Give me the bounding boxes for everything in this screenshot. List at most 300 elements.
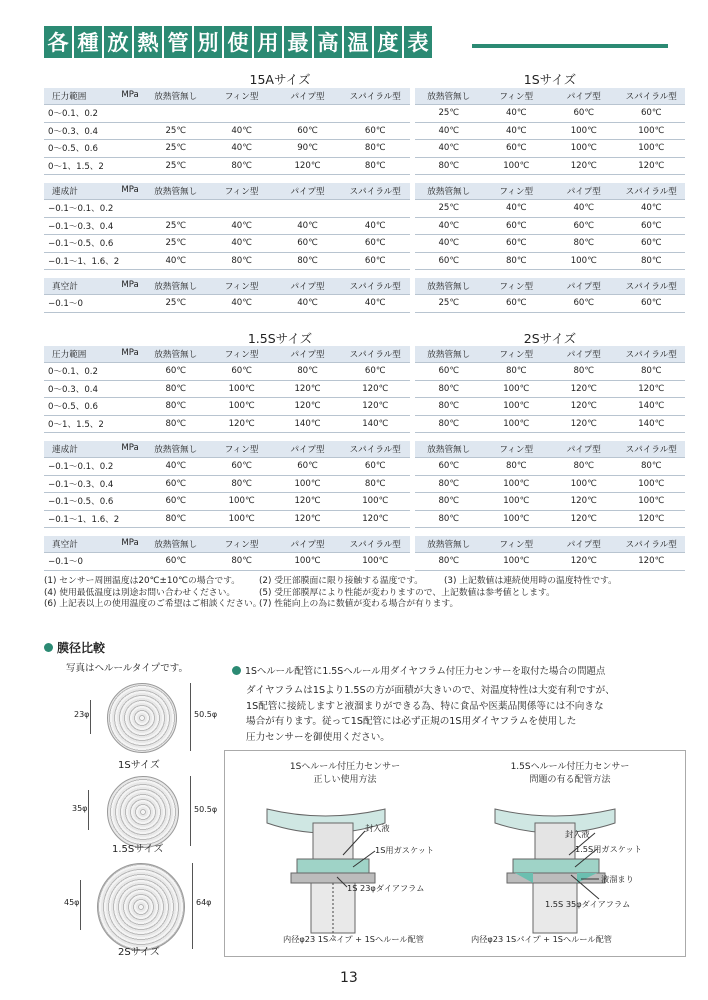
row-label: −0.1〜0.1、0.2: [44, 200, 143, 218]
column-header: スパイラル型: [340, 88, 410, 105]
table-cell: 100℃: [618, 475, 686, 493]
row-label: −0.1〜1、1.6、2: [44, 510, 143, 528]
data-table: [44, 88, 410, 175]
table-cell: 80℃: [143, 415, 209, 433]
table-cell: [143, 200, 209, 218]
note: (6) 上記表以上の使用温度のご希望はご相談ください。: [44, 599, 262, 609]
table-cell: 25℃: [143, 122, 209, 140]
unit-label: MPa: [121, 443, 139, 453]
table-cell: [209, 105, 275, 123]
table-cell: 60℃: [143, 553, 209, 571]
table-cell: 100℃: [483, 510, 551, 528]
table-cell: 60℃: [275, 458, 341, 476]
column-header: パイプ型: [550, 441, 618, 458]
table-cell: 60℃: [550, 295, 618, 313]
column-header: パイプ型: [550, 278, 618, 295]
table-cell: 120℃: [340, 510, 410, 528]
title-char: 用: [254, 26, 282, 58]
table-header-row: [44, 278, 410, 295]
table-cell: 40℃: [143, 458, 209, 476]
table-row: [44, 475, 410, 493]
row-label: −0.1〜0.5、0.6: [44, 235, 143, 253]
table-cell: 120℃: [550, 380, 618, 398]
column-header: 放熱管無し: [143, 536, 209, 553]
table-cell: 40℃: [550, 200, 618, 218]
dim-outer-1s: 50.5φ: [194, 710, 218, 719]
note: (4) 使用最低温度は別途お問い合わせください。: [44, 587, 236, 598]
group-label: 連成計: [52, 187, 78, 197]
row-label: −0.1〜0.1、0.2: [44, 458, 143, 476]
table-cell: 80℃: [550, 235, 618, 253]
table-cell: 60℃: [143, 363, 209, 381]
label-diaphragm-left: 1S 23φダイアフラム: [347, 883, 425, 893]
table-cell: 25℃: [143, 295, 209, 313]
column-header: パイプ型: [275, 346, 341, 363]
table-cell: 100℃: [483, 398, 551, 416]
column-header: 放熱管無し: [143, 183, 209, 200]
table-cell: 60℃: [143, 493, 209, 511]
table-cell: 80℃: [415, 493, 483, 511]
table-cell: 140℃: [275, 415, 341, 433]
table-cell: 80℃: [340, 157, 410, 175]
column-header: スパイラル型: [618, 536, 686, 553]
dim-inner-2s: 45φ: [64, 898, 80, 907]
table-cell: 120℃: [275, 380, 341, 398]
table-cell: 80℃: [415, 553, 483, 571]
table-cell: 120℃: [275, 493, 341, 511]
data-table: [44, 278, 410, 313]
dim-line: [88, 790, 89, 830]
table-row: [44, 553, 410, 571]
diaphragm-1s-image: [107, 683, 177, 753]
column-header: フィン型: [209, 346, 275, 363]
table-cell: 100℃: [483, 380, 551, 398]
table-cell: 140℃: [618, 415, 686, 433]
table-cell: 80℃: [618, 458, 686, 476]
table-cell: 120℃: [550, 510, 618, 528]
row-label-header: [44, 441, 143, 458]
table-cell: 25℃: [143, 140, 209, 158]
compare-subtitle: 写真はヘルールタイプです。: [66, 663, 188, 674]
column-header: スパイラル型: [618, 346, 686, 363]
table-header-row: [415, 88, 685, 105]
table-cell: 100℃: [209, 398, 275, 416]
diaphragm-2s-image: [97, 863, 185, 951]
right-fig-bottom: 内径φ23 1Sパイプ + 1Sヘルール配管: [471, 934, 612, 944]
table-cell: 80℃: [209, 475, 275, 493]
table-cell: 100℃: [550, 140, 618, 158]
column-header: 放熱管無し: [415, 88, 483, 105]
table-cell: 120℃: [340, 398, 410, 416]
right-fig-title: 1.5Sヘルール付圧力センサー 問題の有る配管方法: [510, 762, 630, 785]
table-title-2s: 2Sサイズ: [523, 331, 577, 346]
table-row: [415, 493, 685, 511]
table-cell: 100℃: [550, 122, 618, 140]
table-row: [44, 363, 410, 381]
table-cell: 80℃: [340, 475, 410, 493]
table-cell: 80℃: [415, 475, 483, 493]
column-header: 放熱管無し: [415, 183, 483, 200]
table-cell: 60℃: [618, 235, 686, 253]
row-label: −0.1〜0.3、0.4: [44, 217, 143, 235]
table-row: [415, 398, 685, 416]
table-cell: [275, 105, 341, 123]
table-cell: 25℃: [415, 105, 483, 123]
data-table: [44, 441, 410, 528]
table-cell: 40℃: [340, 295, 410, 313]
note: (7) 性能向上の為に数値が変わる場合が有ります。: [259, 599, 459, 609]
title-char: 管: [164, 26, 192, 58]
table-row: [415, 363, 685, 381]
table-cell: 25℃: [143, 235, 209, 253]
table-cell: 80℃: [209, 252, 275, 270]
title-rule: [472, 44, 668, 48]
table-cell: 60℃: [340, 122, 410, 140]
table-cell: 80℃: [618, 363, 686, 381]
table-cell: 100℃: [550, 475, 618, 493]
left-fig-title: 1Sヘルール付圧力センサー 正しい使用方法: [289, 762, 401, 785]
problem-heading: 1Sヘルール配管に1.5Sヘルール用ダイヤフラム付圧力センサーを取付た場合の問題点: [232, 663, 605, 677]
table-cell: 80℃: [483, 363, 551, 381]
table-cell: 40℃: [483, 105, 551, 123]
table-header-row: [44, 88, 410, 105]
data-table: [415, 278, 685, 313]
footnotes: [44, 576, 684, 611]
row-label: −0.1〜0: [44, 295, 143, 313]
column-header: 放熱管無し: [415, 441, 483, 458]
column-header: パイプ型: [550, 536, 618, 553]
table-cell: 40℃: [143, 252, 209, 270]
row-label: 0〜1、1.5、2: [44, 157, 143, 175]
column-header: フィン型: [483, 441, 551, 458]
table-row: [415, 415, 685, 433]
column-header: 放熱管無し: [415, 278, 483, 295]
table-row: [44, 200, 410, 218]
dim-line: [90, 700, 91, 734]
column-header: 放熱管無し: [143, 278, 209, 295]
table-cell: 40℃: [415, 217, 483, 235]
table-cell: 80℃: [143, 510, 209, 528]
column-header: パイプ型: [550, 346, 618, 363]
table-cell: 60℃: [340, 235, 410, 253]
table-header-row: [44, 441, 410, 458]
data-table: [44, 183, 410, 270]
title-char: 高: [314, 26, 342, 58]
table-cell: 80℃: [618, 252, 686, 270]
row-label: −0.1〜1、1.6、2: [44, 252, 143, 270]
column-header: パイプ型: [275, 441, 341, 458]
table-cell: 80℃: [415, 510, 483, 528]
table-cell: 120℃: [550, 398, 618, 416]
column-header: パイプ型: [275, 183, 341, 200]
title-char: 各: [44, 26, 72, 58]
table-cell: 60℃: [618, 217, 686, 235]
table-cell: 60℃: [209, 458, 275, 476]
column-header: フィン型: [209, 278, 275, 295]
table-cell: 120℃: [275, 157, 341, 175]
title-char: 別: [194, 26, 222, 58]
table-row: [415, 252, 685, 270]
data-table: [44, 536, 410, 571]
title-char: 表: [404, 26, 432, 58]
table-cell: 80℃: [275, 252, 341, 270]
table-cell: 60℃: [483, 217, 551, 235]
row-label: 0〜0.3、0.4: [44, 122, 143, 140]
table-cell: 120℃: [275, 510, 341, 528]
table-cell: 100℃: [209, 493, 275, 511]
table-cell: 100℃: [275, 553, 341, 571]
table-cell: 80℃: [143, 380, 209, 398]
table-cell: 60℃: [550, 105, 618, 123]
note: (2) 受圧部膜面に限り接触する温度です。: [259, 576, 424, 586]
column-header: パイプ型: [275, 278, 341, 295]
row-label: 0〜0.1、0.2: [44, 105, 143, 123]
table-row: [415, 295, 685, 313]
table-cell: 40℃: [483, 200, 551, 218]
table-cell: 60℃: [340, 252, 410, 270]
unit-label: MPa: [121, 185, 139, 195]
table-cell: 60℃: [340, 458, 410, 476]
group-label: 真空計: [52, 282, 78, 292]
table-row: [44, 140, 410, 158]
column-header: 放熱管無し: [143, 88, 209, 105]
table-row: [44, 295, 410, 313]
table-cell: 40℃: [483, 122, 551, 140]
page-title: [44, 26, 432, 58]
table-cell: 120℃: [550, 415, 618, 433]
table-cell: 60℃: [550, 217, 618, 235]
table-1s: [415, 88, 685, 321]
caption-1s: 1Sサイズ: [118, 760, 160, 771]
table-cell: 120℃: [618, 510, 686, 528]
table-cell: 60℃: [143, 475, 209, 493]
table-cell: [209, 200, 275, 218]
data-table: [415, 183, 685, 270]
table-2s: [415, 346, 685, 579]
table-header-row: [44, 536, 410, 553]
table-cell: 40℃: [415, 122, 483, 140]
diaphragm-15s-image: [107, 776, 179, 848]
row-label: 0〜0.5、0.6: [44, 398, 143, 416]
group-label: 圧力範囲: [52, 92, 87, 102]
table-title-15s: 1.5Sサイズ: [247, 331, 313, 346]
table-cell: 80℃: [209, 157, 275, 175]
title-char: 熱: [134, 26, 162, 58]
row-label: 0〜0.3、0.4: [44, 380, 143, 398]
table-header-row: [415, 346, 685, 363]
table-cell: 40℃: [618, 200, 686, 218]
dim-line: [190, 683, 191, 751]
column-header: スパイラル型: [618, 278, 686, 295]
data-table: [415, 346, 685, 433]
table-cell: 120℃: [550, 553, 618, 571]
table-row: [44, 415, 410, 433]
problem-text: ダイヤフラムは1Sより1.5Sの方が面積が大きいので、対温度特性は大変有利ですが、 1S配管に接続しますと液溜まりができる為、特に食品や医薬品関係等には不向きな 場合が有ります。従って1S配管には必ず正規の1S用ダイヤフラムを使用した 圧力センサーを御使用ください。: [246, 685, 615, 743]
table-cell: 60℃: [340, 363, 410, 381]
table-cell: 90℃: [275, 140, 341, 158]
table-row: [44, 122, 410, 140]
table-cell: 25℃: [415, 295, 483, 313]
table-cell: 80℃: [415, 415, 483, 433]
column-header: パイプ型: [275, 88, 341, 105]
table-cell: 120℃: [275, 398, 341, 416]
table-cell: [340, 105, 410, 123]
table-cell: 100℃: [618, 122, 686, 140]
problem-figure-box: [224, 750, 686, 957]
table-cell: 100℃: [275, 475, 341, 493]
column-header: フィン型: [209, 88, 275, 105]
table-cell: 100℃: [483, 415, 551, 433]
bullet-icon: [44, 643, 53, 652]
row-label-header: [44, 183, 143, 200]
title-char: 放: [104, 26, 132, 58]
table-cell: 80℃: [483, 458, 551, 476]
table-cell: 40℃: [209, 140, 275, 158]
table-cell: 120℃: [550, 493, 618, 511]
table-title-15a: 15Aサイズ: [249, 72, 311, 87]
table-cell: 60℃: [275, 235, 341, 253]
row-label-header: [44, 346, 143, 363]
table-cell: 80℃: [550, 363, 618, 381]
table-cell: 120℃: [550, 157, 618, 175]
table-cell: 100℃: [340, 553, 410, 571]
table-row: [415, 217, 685, 235]
column-header: スパイラル型: [340, 346, 410, 363]
table-row: [415, 458, 685, 476]
label-gasket-left: 1S用ガスケット: [375, 845, 435, 855]
table-row: [415, 475, 685, 493]
table-15a: [44, 88, 410, 321]
table-row: [415, 235, 685, 253]
table-row: [415, 105, 685, 123]
table-15s: [44, 346, 410, 579]
unit-label: MPa: [121, 348, 139, 358]
table-row: [415, 157, 685, 175]
column-header: スパイラル型: [340, 441, 410, 458]
column-header: スパイラル型: [618, 183, 686, 200]
unit-label: MPa: [121, 90, 139, 100]
label-fill-liquid-right: 封入液: [565, 829, 590, 839]
column-header: フィン型: [483, 278, 551, 295]
column-header: 放熱管無し: [143, 346, 209, 363]
table-cell: 120℃: [340, 380, 410, 398]
page-number: 13: [340, 970, 358, 986]
note: (1) センサー周囲温度は20℃±10℃の場合です。: [44, 576, 241, 586]
table-cell: 100℃: [618, 493, 686, 511]
table-cell: 80℃: [483, 252, 551, 270]
label-gasket-right: 1.5S用ガスケット: [575, 844, 642, 854]
table-cell: 100℃: [483, 475, 551, 493]
table-cell: 100℃: [340, 493, 410, 511]
note: (3) 上記数値は連続使用時の温度特性です。: [444, 576, 617, 586]
table-cell: 100℃: [550, 252, 618, 270]
table-header-row: [415, 183, 685, 200]
table-cell: 80℃: [415, 398, 483, 416]
label-diaphragm-right: 1.5S 35φダイアフラム: [545, 899, 631, 909]
table-cell: 40℃: [209, 217, 275, 235]
column-header: スパイラル型: [618, 441, 686, 458]
row-label: 0〜1、1.5、2: [44, 415, 143, 433]
table-cell: 40℃: [415, 140, 483, 158]
dim-outer-15s: 50.5φ: [194, 805, 218, 814]
column-header: パイプ型: [550, 183, 618, 200]
dim-inner-1s: 23φ: [74, 710, 90, 719]
table-cell: 100℃: [618, 140, 686, 158]
row-label: 0〜0.5、0.6: [44, 140, 143, 158]
row-label-header: [44, 536, 143, 553]
label-liquid-pool: 液溜まり: [601, 874, 634, 884]
table-cell: 60℃: [618, 295, 686, 313]
bullet-icon: [232, 666, 241, 675]
table-cell: 40℃: [415, 235, 483, 253]
data-table: [415, 88, 685, 175]
column-header: フィン型: [209, 441, 275, 458]
data-table: [415, 441, 685, 528]
table-cell: [340, 200, 410, 218]
compare-heading: 膜径比較: [44, 639, 105, 656]
column-header: フィン型: [209, 183, 275, 200]
table-row: [415, 140, 685, 158]
title-char: 度: [374, 26, 402, 58]
column-header: フィン型: [483, 88, 551, 105]
table-cell: 40℃: [340, 217, 410, 235]
table-cell: 100℃: [483, 493, 551, 511]
table-row: [44, 235, 410, 253]
table-cell: 40℃: [209, 295, 275, 313]
table-cell: 80℃: [415, 380, 483, 398]
table-cell: 100℃: [483, 553, 551, 571]
table-cell: 120℃: [209, 415, 275, 433]
table-row: [44, 105, 410, 123]
column-header: スパイラル型: [618, 88, 686, 105]
table-cell: 100℃: [209, 380, 275, 398]
table-row: [44, 458, 410, 476]
row-label: −0.1〜0.5、0.6: [44, 493, 143, 511]
row-label: −0.1〜0.3、0.4: [44, 475, 143, 493]
row-label-header: [44, 88, 143, 105]
column-header: スパイラル型: [340, 183, 410, 200]
unit-label: MPa: [121, 538, 139, 548]
data-table: [415, 536, 685, 571]
column-header: フィン型: [209, 536, 275, 553]
column-header: スパイラル型: [340, 278, 410, 295]
table-cell: 25℃: [143, 157, 209, 175]
title-char: 使: [224, 26, 252, 58]
note: (5) 受圧部膜厚により性能が変わりますので、上記数値は参考値とします。: [259, 587, 555, 598]
table-row: [44, 493, 410, 511]
table-cell: 80℃: [209, 553, 275, 571]
dim-outer-2s: 64φ: [196, 898, 212, 907]
table-cell: 60℃: [483, 140, 551, 158]
row-label: 0〜0.1、0.2: [44, 363, 143, 381]
title-char: 温: [344, 26, 372, 58]
table-cell: 120℃: [618, 157, 686, 175]
table-row: [415, 510, 685, 528]
table-row: [44, 157, 410, 175]
caption-2s: 2Sサイズ: [118, 947, 160, 958]
table-cell: 60℃: [618, 105, 686, 123]
dim-line: [80, 880, 81, 930]
table-row: [415, 380, 685, 398]
group-label: 連成計: [52, 445, 78, 455]
table-cell: 60℃: [415, 458, 483, 476]
column-header: フィン型: [483, 536, 551, 553]
table-header-row: [415, 278, 685, 295]
table-cell: 120℃: [618, 380, 686, 398]
dim-line: [190, 776, 191, 846]
table-cell: 25℃: [143, 217, 209, 235]
table-cell: 100℃: [209, 510, 275, 528]
